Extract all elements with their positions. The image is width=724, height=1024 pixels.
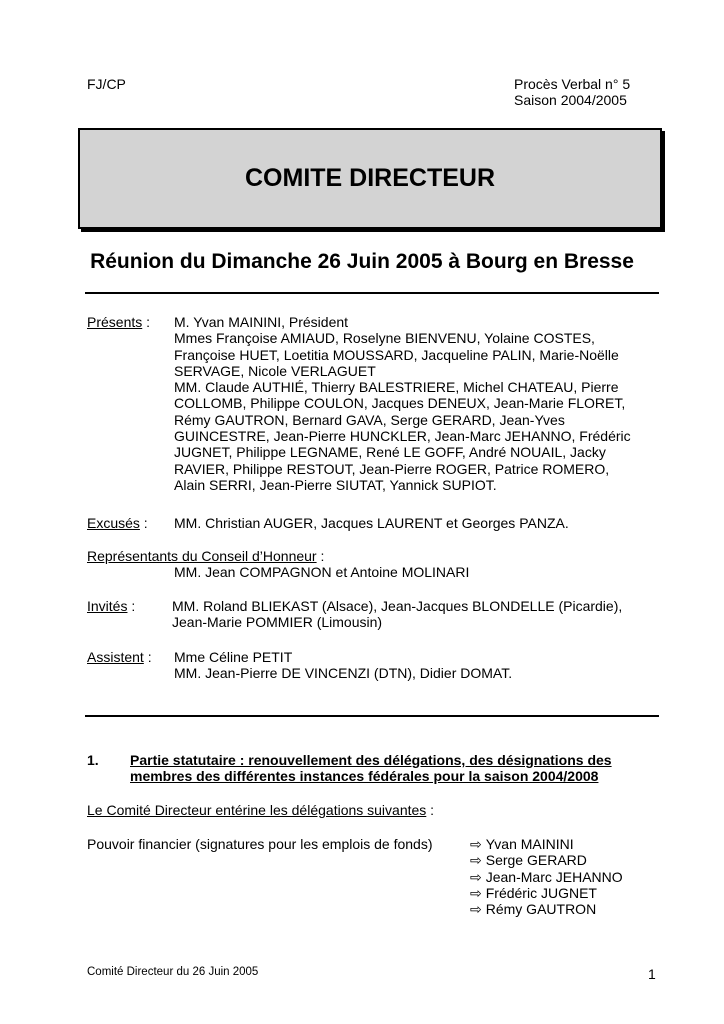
presents-line: GUINCESTRE, Jean-Pierre HUNCKLER, Jean-Marc JEHANNO, Frédéric	[174, 428, 631, 445]
pv-number: Procès Verbal n° 5	[514, 76, 631, 92]
list-item	[470, 852, 623, 868]
signatory-name: Yvan MAININI	[485, 836, 574, 852]
assistent-list	[174, 649, 664, 682]
assistent-line: Mme Céline PETIT	[174, 649, 293, 665]
excuses-label-wrap: Excusés :	[87, 515, 148, 531]
footer-text: Comité Directeur du 26 Juin 2005	[87, 966, 259, 978]
excuses-text: MM. Christian AUGER, Jacques LAURENT et Georges PANZA.	[174, 515, 569, 531]
page-number: 1	[648, 966, 656, 982]
delegations-intro: Le Comité Directeur entérine les délégations suivantes	[87, 802, 427, 818]
presents-line: Françoise HUET, Loetitia MOUSSARD, Jacqueline PALIN, Marie-Noëlle	[174, 346, 619, 363]
season: Saison 2004/2005	[514, 92, 627, 109]
pouvoir-names	[470, 836, 623, 917]
pouvoir-label: Pouvoir financier (signatures pour les emplois de fonds)	[87, 836, 433, 852]
assistent-line: MM. Jean-Pierre DE VINCENZI (DTN), Didier DOMAT.	[174, 665, 513, 682]
list-item	[470, 901, 623, 917]
honneur-text: MM. Jean COMPAGNON et Antoine MOLINARI	[174, 564, 470, 580]
presents-line: SERVAGE, Nicole VERLAGUET	[174, 362, 376, 379]
presents-list	[174, 314, 664, 493]
page-title: COMITE DIRECTEUR	[245, 164, 495, 192]
title-box	[78, 128, 662, 229]
presents-line: MM. Claude AUTHIÉ, Thierry BALESTRIERE, Michel CHATEAU, Pierre	[174, 379, 619, 396]
divider	[85, 715, 659, 717]
invites-label-wrap: Invités :	[87, 598, 136, 614]
section-heading	[130, 752, 650, 785]
section-heading-line: Partie statutaire : renouvellement des délégations, des désignations des	[130, 752, 612, 768]
signatory-name: Serge GERARD	[485, 852, 587, 869]
invites-label: Invités	[87, 598, 128, 614]
arrow-right-icon: ⇨	[470, 868, 482, 885]
presents-line: RAVIER, Philippe RESTOUT, Jean-Pierre ROGER, Patrice ROMERO,	[174, 460, 610, 477]
assistent-label: Assistent	[87, 649, 144, 665]
list-item	[470, 836, 623, 852]
invites-list	[172, 598, 672, 631]
excuses-label: Excusés	[87, 515, 140, 531]
honneur-label-wrap: Représentants du Conseil d’Honneur :	[87, 548, 325, 564]
presents-line: JUGNET, Philippe LEGNAME, René LE GOFF, André NOUAIL, Jacky	[174, 444, 606, 461]
header-right	[514, 76, 630, 109]
presents-line: M. Yvan MAININI, Président	[174, 314, 349, 330]
invites-line: MM. Roland BLIEKAST (Alsace), Jean-Jacques BLONDELLE (Picardie),	[172, 598, 623, 614]
arrow-right-icon: ⇨	[470, 836, 482, 852]
section-heading-line: membres des différentes instances fédérales pour la saison 2004/2008	[130, 768, 599, 785]
list-item	[470, 869, 623, 885]
presents-line: Alain SERRI, Jean-Pierre SIUTAT, Yannick SUPIOT.	[174, 476, 497, 493]
section-number: 1.	[87, 752, 99, 768]
arrow-right-icon: ⇨	[470, 852, 482, 869]
signatory-name: Jean-Marc JEHANNO	[485, 868, 623, 885]
assistent-label-wrap: Assistent :	[87, 649, 152, 665]
meeting-title: Réunion du Dimanche 26 Juin 2005 à Bourg en Bresse	[90, 250, 634, 273]
document-reference: FJ/CP	[87, 76, 126, 92]
signatory-name: Rémy GAUTRON	[485, 901, 597, 918]
invites-line: Jean-Marie POMMIER (Limousin)	[172, 614, 383, 631]
presents-line: Rémy GAUTRON, Bernard GAVA, Serge GERARD, Jean-Yves	[174, 411, 565, 428]
arrow-right-icon: ⇨	[470, 884, 482, 901]
presents-label-wrap: Présents :	[87, 314, 151, 330]
arrow-right-icon: ⇨	[470, 901, 482, 918]
delegations-intro-wrap: Le Comité Directeur entérine les délégations suivantes :	[87, 802, 435, 818]
divider	[85, 292, 659, 294]
presents-line: COLLOMB, Philippe COULON, Jacques DENEUX, Jean-Marie FLORET,	[174, 395, 626, 412]
honneur-label: Représentants du Conseil d’Honneur	[87, 548, 317, 564]
signatory-name: Frédéric JUGNET	[485, 884, 597, 901]
presents-line: Mmes Françoise AMIAUD, Roselyne BIENVENU, Yolaine COSTES,	[174, 330, 595, 347]
presents-label: Présents	[87, 314, 143, 330]
list-item	[470, 885, 623, 901]
